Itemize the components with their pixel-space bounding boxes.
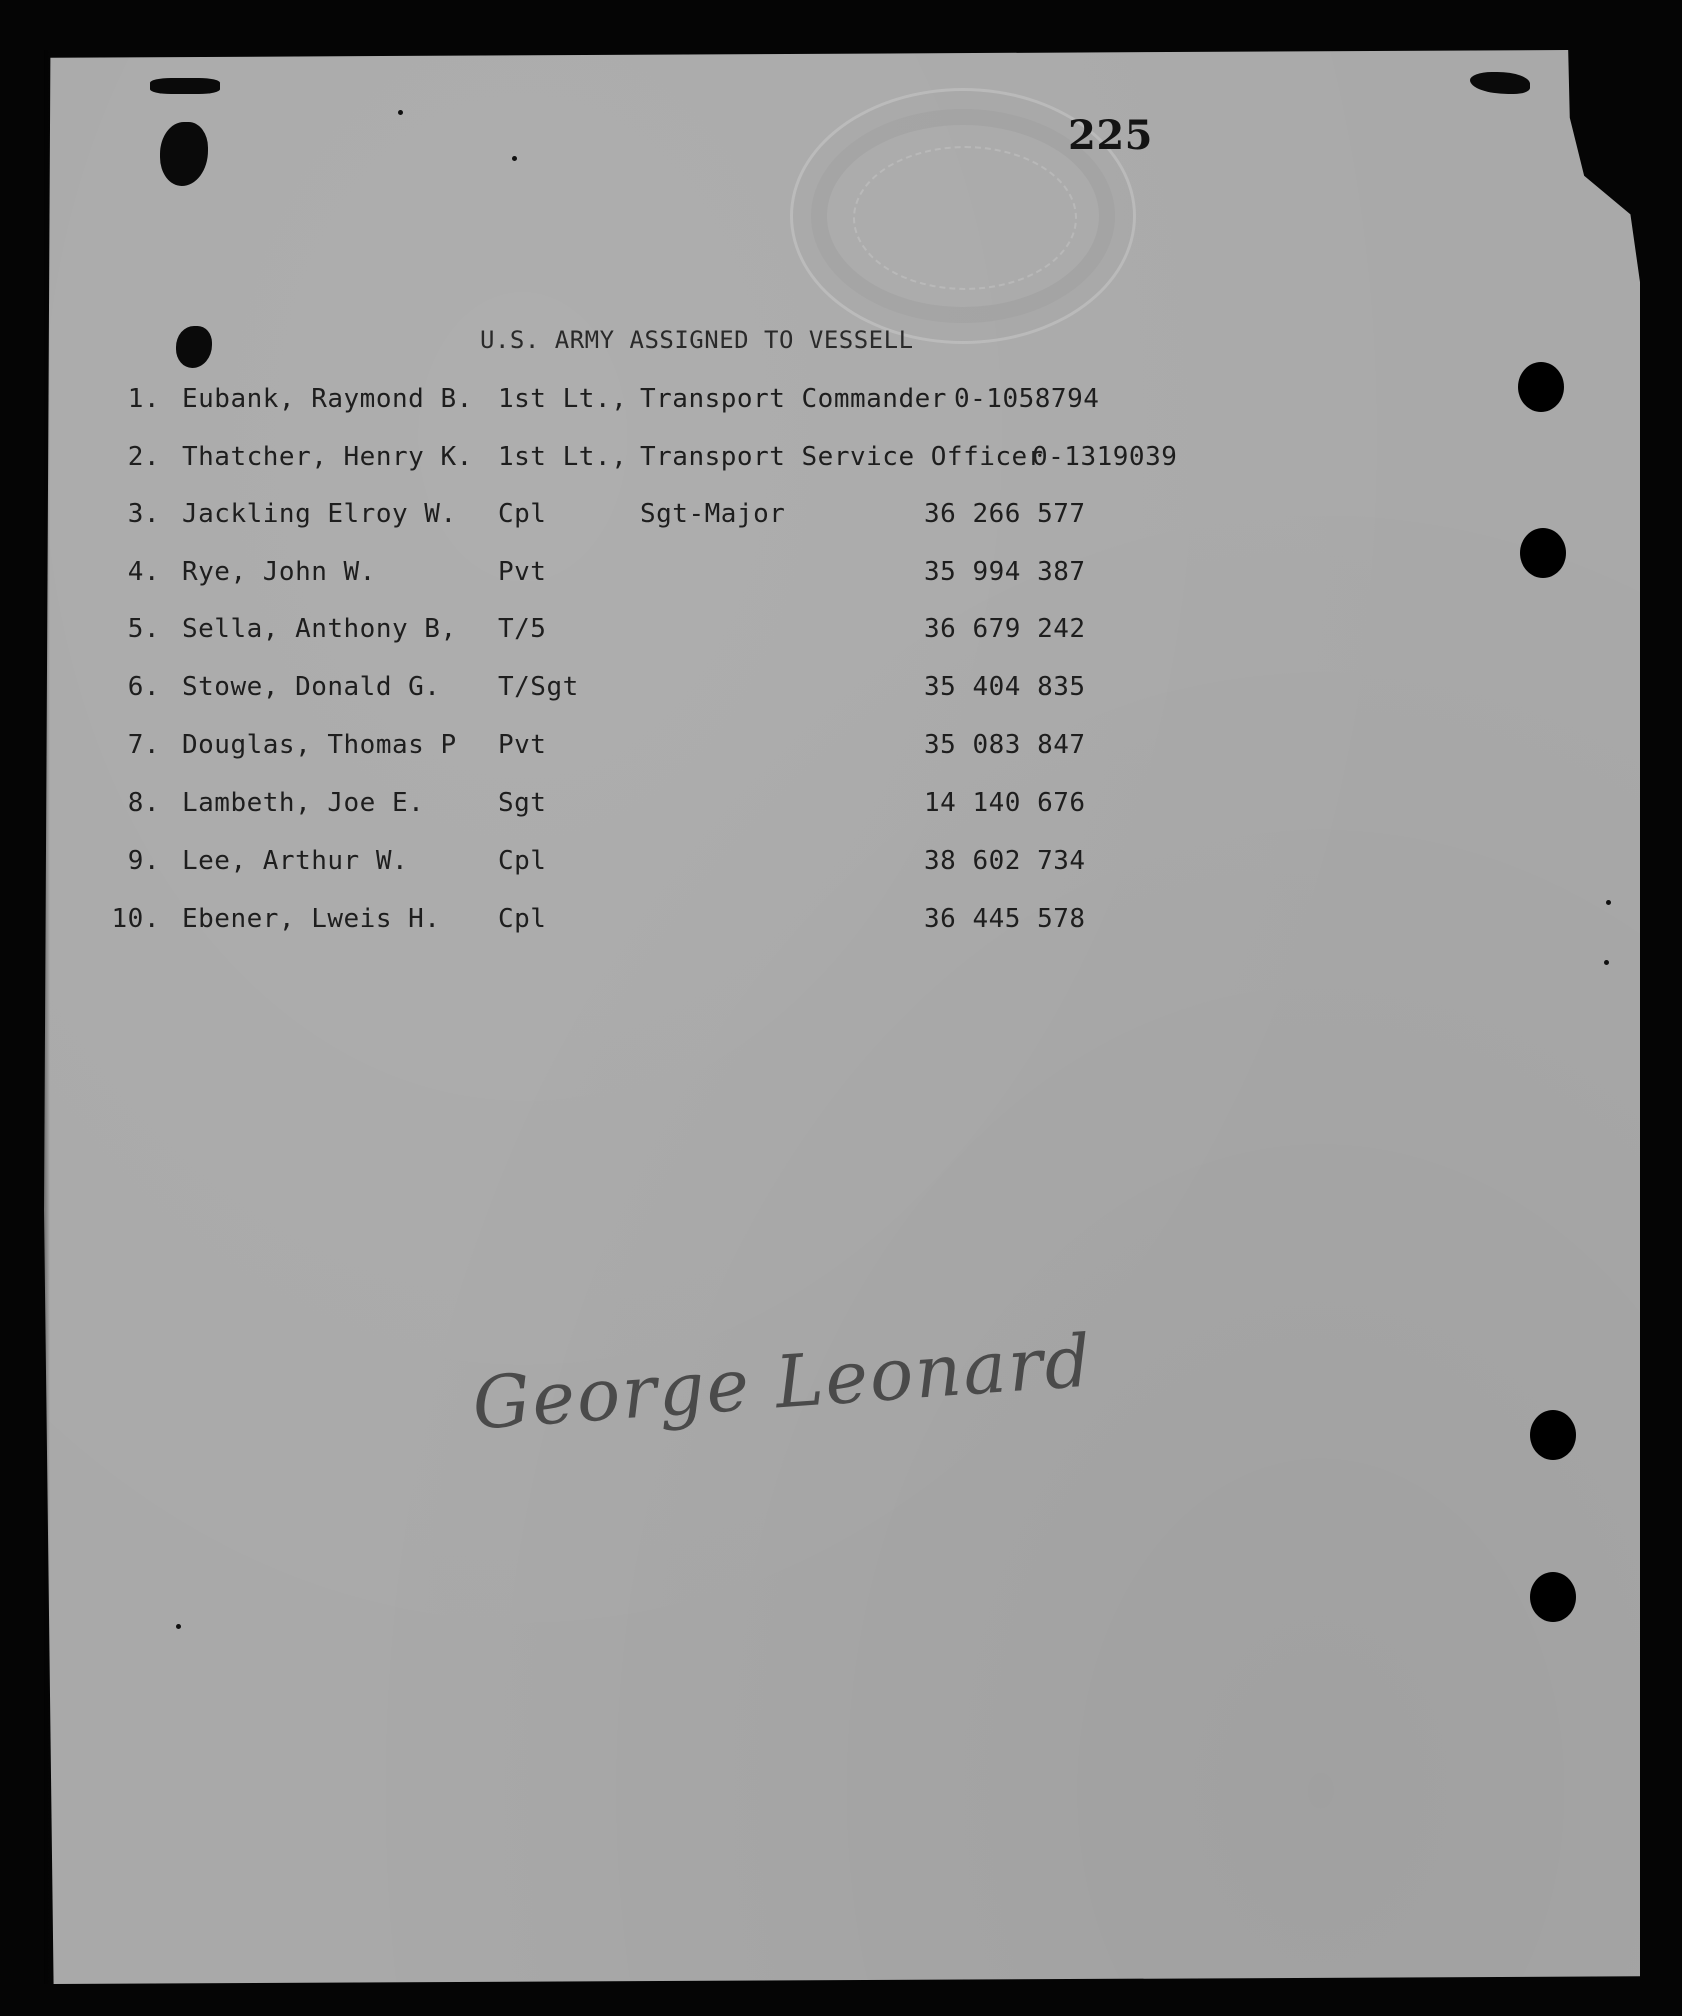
page-number: 225 [1068, 112, 1153, 159]
embossed-seal-inner [853, 146, 1077, 290]
soldier-name: Lambeth, Joe E. [182, 788, 425, 818]
roster-row [0, 557, 1682, 597]
row-number: 3. [127, 499, 160, 529]
paper-speck [1604, 960, 1609, 965]
row-number: 5. [127, 614, 160, 644]
soldier-rank: T/5 [498, 614, 547, 644]
binder-hole [1530, 1410, 1576, 1460]
roster-row [0, 384, 1682, 424]
soldier-name: Ebener, Lweis H. [182, 904, 441, 934]
roster-row [0, 614, 1682, 654]
paper-speck [398, 110, 403, 115]
soldier-role: Transport Commander [640, 384, 947, 414]
serial-number: 35 994 387 [924, 557, 1086, 587]
paper-speck [176, 1624, 181, 1629]
roster-row [0, 442, 1682, 482]
roster-row [0, 499, 1682, 539]
roster-row [0, 904, 1682, 944]
soldier-name: Eubank, Raymond B. [182, 384, 473, 414]
roster-row [0, 730, 1682, 770]
soldier-name: Jackling Elroy W. [182, 499, 457, 529]
serial-number: 36 445 578 [924, 904, 1086, 934]
page-heading: U.S. ARMY ASSIGNED TO VESSELL [480, 326, 914, 354]
serial-number: 14 140 676 [924, 788, 1086, 818]
soldier-rank: 1st Lt., [498, 384, 628, 414]
paper-edge-shadow [44, 50, 50, 1984]
row-number: 9. [127, 846, 160, 876]
row-number: 4. [127, 557, 160, 587]
soldier-role: Transport Service Officer [640, 442, 1044, 472]
soldier-rank: Cpl [498, 499, 547, 529]
soldier-name: Lee, Arthur W. [182, 846, 409, 876]
serial-number: 38 602 734 [924, 846, 1086, 876]
soldier-rank: T/Sgt [498, 672, 579, 702]
row-number: 6. [127, 672, 160, 702]
binder-hole [1530, 1572, 1576, 1622]
soldier-name: Rye, John W. [182, 557, 376, 587]
serial-number: 36 679 242 [924, 614, 1086, 644]
serial-number: 35 404 835 [924, 672, 1086, 702]
soldier-name: Sella, Anthony B, [182, 614, 457, 644]
soldier-name: Stowe, Donald G. [182, 672, 441, 702]
soldier-rank: Cpl [498, 846, 547, 876]
soldier-rank: 1st Lt., [498, 442, 628, 472]
row-number: 1. [127, 384, 160, 414]
soldier-name: Thatcher, Henry K. [182, 442, 473, 472]
roster-row [0, 846, 1682, 886]
roster-row [0, 788, 1682, 828]
handwritten-signature: George Leonard [469, 1318, 1096, 1446]
roster-row [0, 672, 1682, 712]
paper-speck [512, 156, 517, 161]
soldier-rank: Cpl [498, 904, 547, 934]
serial-number: 35 083 847 [924, 730, 1086, 760]
soldier-name: Douglas, Thomas P [182, 730, 457, 760]
soldier-role: Sgt-Major [640, 499, 786, 529]
soldier-rank: Pvt [498, 557, 547, 587]
row-number: 7. [127, 730, 160, 760]
ink-blot [150, 78, 220, 94]
row-number: 8. [127, 788, 160, 818]
soldier-rank: Sgt [498, 788, 547, 818]
serial-number: 0-1058794 [954, 384, 1100, 414]
row-number: 2. [127, 442, 160, 472]
soldier-rank: Pvt [498, 730, 547, 760]
row-number: 10. [111, 904, 160, 934]
serial-number: 0-1319039 [1032, 442, 1178, 472]
serial-number: 36 266 577 [924, 499, 1086, 529]
